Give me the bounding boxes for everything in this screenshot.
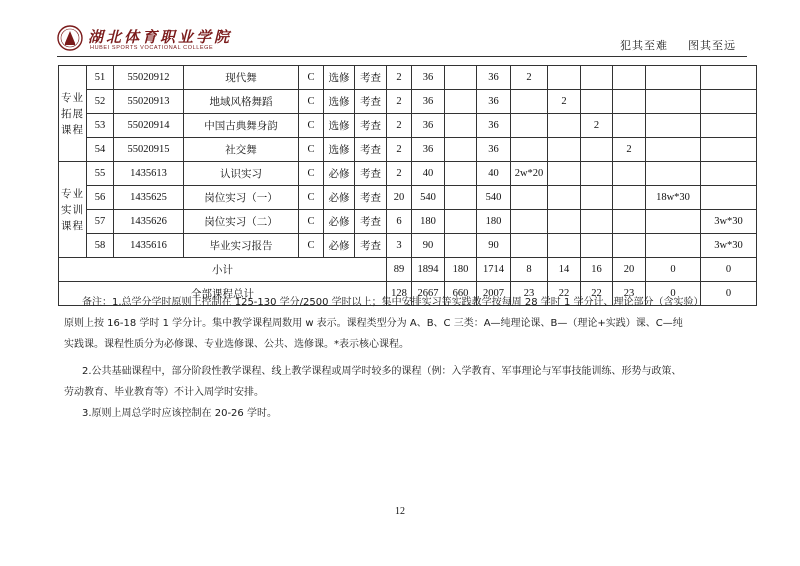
- cell-s1: 8: [511, 258, 548, 282]
- cell-s6: 3w*30: [701, 234, 757, 258]
- cell-s5: [646, 90, 701, 114]
- cell-credit: 6: [387, 210, 412, 234]
- cell-s4: [613, 234, 646, 258]
- cell-credit: 2: [387, 114, 412, 138]
- cell-s6: [701, 66, 757, 90]
- cell-credit: 89: [387, 258, 412, 282]
- cell-s1: 2: [511, 66, 548, 90]
- cell-nature: 选修: [324, 90, 355, 114]
- header-divider: [57, 56, 747, 57]
- cell-s2: [548, 66, 581, 90]
- table-row: [59, 186, 757, 210]
- cell-total: 180: [412, 210, 445, 234]
- cell-theory: [445, 234, 477, 258]
- notes-section: [64, 292, 748, 424]
- cell-type: C: [299, 234, 324, 258]
- cell-name: 认识实习: [184, 162, 299, 186]
- cell-code: 1435626: [114, 210, 184, 234]
- note-3: 3.原则上周总学时应该控制在 20-26 学时。: [82, 408, 277, 419]
- cell-s2: [548, 234, 581, 258]
- cell-s2: [548, 162, 581, 186]
- cell-s6: [701, 90, 757, 114]
- subtotal-row: [59, 258, 757, 282]
- cell-type: C: [299, 66, 324, 90]
- note-2-line-1: 2.公共基础课程中，部分阶段性教学课程、线上教学课程或周学时较多的课程（例：入学教育、军事理论与军事技能训练、形势与政策、: [82, 366, 682, 377]
- cell-total: 90: [412, 234, 445, 258]
- cell-s5: 0: [646, 282, 701, 306]
- cell-code: 1435613: [114, 162, 184, 186]
- table-row: [59, 234, 757, 258]
- page-header: [0, 0, 800, 58]
- cell-s4: 20: [613, 258, 646, 282]
- cell-practice: 36: [477, 66, 511, 90]
- cell-credit: 2: [387, 66, 412, 90]
- cell-practice: 90: [477, 234, 511, 258]
- cell-name: 岗位实习（二）: [184, 210, 299, 234]
- cell-name: 毕业实习报告: [184, 234, 299, 258]
- table-row: [59, 210, 757, 234]
- note-1-line-1: 备注：1.总学分学时原则上控制在 125-130 学分/2500 学时以上；集中安排实习等实践教学按每周 28 学时 1 学分计、理论部分（含实验）: [82, 297, 704, 308]
- cell-no: 54: [87, 138, 114, 162]
- cell-nature: 必修: [324, 234, 355, 258]
- cell-practice: 36: [477, 114, 511, 138]
- cell-no: 52: [87, 90, 114, 114]
- cell-theory: [445, 162, 477, 186]
- cell-total: 36: [412, 90, 445, 114]
- cell-practice: 540: [477, 186, 511, 210]
- cell-theory: [445, 186, 477, 210]
- cell-s6: [701, 114, 757, 138]
- table-body: [59, 66, 757, 306]
- cell-theory: [445, 138, 477, 162]
- cell-s5: [646, 210, 701, 234]
- group-label-cell: 专业拓展课程: [59, 66, 87, 162]
- cell-practice: 1714: [477, 258, 511, 282]
- cell-s3: [581, 66, 613, 90]
- college-logo-text: 湖北体育职业学院: [88, 28, 233, 46]
- cell-s1: 23: [511, 282, 548, 306]
- cell-total: 36: [412, 114, 445, 138]
- cell-s2: [548, 138, 581, 162]
- summary-label-cell: 小计: [59, 258, 387, 282]
- cell-s6: 3w*30: [701, 210, 757, 234]
- cell-s1: [511, 90, 548, 114]
- table-row: [59, 90, 757, 114]
- cell-total: 36: [412, 138, 445, 162]
- cell-credit: 2: [387, 162, 412, 186]
- cell-total: 1894: [412, 258, 445, 282]
- cell-s6: 0: [701, 258, 757, 282]
- cell-s5: [646, 234, 701, 258]
- cell-assess: 考查: [355, 90, 387, 114]
- cell-code: 55020914: [114, 114, 184, 138]
- cell-no: 53: [87, 114, 114, 138]
- cell-s5: 18w*30: [646, 186, 701, 210]
- cell-s4: [613, 66, 646, 90]
- cell-code: 1435616: [114, 234, 184, 258]
- cell-type: C: [299, 162, 324, 186]
- summary-label-cell: 全部课程总计: [59, 282, 387, 306]
- cell-name: 社交舞: [184, 138, 299, 162]
- group-label-cell: 专业实训课程: [59, 162, 87, 258]
- cell-type: C: [299, 90, 324, 114]
- cell-s2: [548, 210, 581, 234]
- cell-code: 55020915: [114, 138, 184, 162]
- cell-s5: 0: [646, 258, 701, 282]
- cell-s2: 2: [548, 90, 581, 114]
- cell-no: 55: [87, 162, 114, 186]
- cell-s2: 14: [548, 258, 581, 282]
- cell-s2: 22: [548, 282, 581, 306]
- cell-s3: 22: [581, 282, 613, 306]
- cell-s4: 2: [613, 138, 646, 162]
- cell-s6: [701, 186, 757, 210]
- cell-theory: [445, 90, 477, 114]
- cell-s6: [701, 138, 757, 162]
- cell-theory: 660: [445, 282, 477, 306]
- cell-code: 55020913: [114, 90, 184, 114]
- cell-s3: [581, 186, 613, 210]
- college-logo-english: HUBEI SPORTS VOCATIONAL COLLEGE: [90, 45, 214, 51]
- cell-assess: 考查: [355, 114, 387, 138]
- cell-s5: [646, 162, 701, 186]
- cell-s1: [511, 186, 548, 210]
- cell-name: 中国古典舞身韵: [184, 114, 299, 138]
- cell-practice: 40: [477, 162, 511, 186]
- cell-s1: [511, 138, 548, 162]
- cell-nature: 必修: [324, 162, 355, 186]
- cell-type: C: [299, 114, 324, 138]
- cell-practice: 2007: [477, 282, 511, 306]
- cell-theory: [445, 210, 477, 234]
- cell-credit: 128: [387, 282, 412, 306]
- table-row: [59, 162, 757, 186]
- cell-no: 58: [87, 234, 114, 258]
- note-1-line-3: 实践课。课程性质分为必修课、专业选修课、公共、选修课。*表示核心课程。: [64, 339, 409, 350]
- college-motto: [620, 37, 736, 53]
- cell-s4: [613, 114, 646, 138]
- table-row: [59, 138, 757, 162]
- cell-credit: 3: [387, 234, 412, 258]
- cell-s1: [511, 234, 548, 258]
- cell-s3: [581, 90, 613, 114]
- cell-s6: [701, 162, 757, 186]
- cell-no: 51: [87, 66, 114, 90]
- cell-assess: 考查: [355, 138, 387, 162]
- cell-s4: [613, 90, 646, 114]
- course-schedule-table: [58, 65, 757, 306]
- cell-s1: 2w*20: [511, 162, 548, 186]
- cell-s4: [613, 210, 646, 234]
- cell-s3: 2: [581, 114, 613, 138]
- cell-no: 57: [87, 210, 114, 234]
- cell-s4: [613, 162, 646, 186]
- cell-practice: 180: [477, 210, 511, 234]
- motto-part: 图其至远: [688, 39, 736, 52]
- cell-s1: [511, 114, 548, 138]
- cell-name: 现代舞: [184, 66, 299, 90]
- cell-s3: [581, 234, 613, 258]
- cell-theory: [445, 114, 477, 138]
- cell-s4: [613, 186, 646, 210]
- cell-nature: 选修: [324, 66, 355, 90]
- cell-code: 55020912: [114, 66, 184, 90]
- cell-s5: [646, 114, 701, 138]
- cell-s2: [548, 186, 581, 210]
- cell-nature: 选修: [324, 114, 355, 138]
- cell-s3: 16: [581, 258, 613, 282]
- cell-s2: [548, 114, 581, 138]
- cell-credit: 2: [387, 90, 412, 114]
- cell-no: 56: [87, 186, 114, 210]
- page-number: 12: [395, 506, 405, 517]
- college-seal-icon: [57, 25, 83, 51]
- cell-type: C: [299, 210, 324, 234]
- note-2-line-2: 劳动教育、毕业教育等）不计入周学时安排。: [64, 387, 264, 398]
- cell-s5: [646, 66, 701, 90]
- cell-s4: 23: [613, 282, 646, 306]
- cell-type: C: [299, 138, 324, 162]
- cell-nature: 必修: [324, 210, 355, 234]
- cell-total: 540: [412, 186, 445, 210]
- motto-part: 犯其至难: [620, 39, 668, 52]
- cell-name: 岗位实习（一）: [184, 186, 299, 210]
- cell-nature: 必修: [324, 186, 355, 210]
- table-row: [59, 66, 757, 90]
- cell-s6: 0: [701, 282, 757, 306]
- cell-s3: [581, 138, 613, 162]
- cell-s3: [581, 162, 613, 186]
- cell-assess: 考查: [355, 162, 387, 186]
- cell-practice: 36: [477, 138, 511, 162]
- cell-s3: [581, 210, 613, 234]
- cell-total: 36: [412, 66, 445, 90]
- cell-credit: 20: [387, 186, 412, 210]
- cell-s1: [511, 210, 548, 234]
- cell-assess: 考查: [355, 210, 387, 234]
- note-1-line-2: 原则上按 16-18 学时 1 学分计。集中教学课程周数用 w 表示。课程类型分为 A、B、C 三类：A—纯理论课、B—（理论+实践）课、C—纯: [64, 318, 683, 329]
- cell-nature: 选修: [324, 138, 355, 162]
- cell-name: 地域风格舞蹈: [184, 90, 299, 114]
- cell-assess: 考查: [355, 186, 387, 210]
- cell-theory: 180: [445, 258, 477, 282]
- cell-s5: [646, 138, 701, 162]
- cell-practice: 36: [477, 90, 511, 114]
- cell-type: C: [299, 186, 324, 210]
- cell-code: 1435625: [114, 186, 184, 210]
- cell-assess: 考查: [355, 234, 387, 258]
- cell-theory: [445, 66, 477, 90]
- cell-credit: 2: [387, 138, 412, 162]
- cell-assess: 考查: [355, 66, 387, 90]
- table-row: [59, 114, 757, 138]
- cell-total: 2667: [412, 282, 445, 306]
- cell-total: 40: [412, 162, 445, 186]
